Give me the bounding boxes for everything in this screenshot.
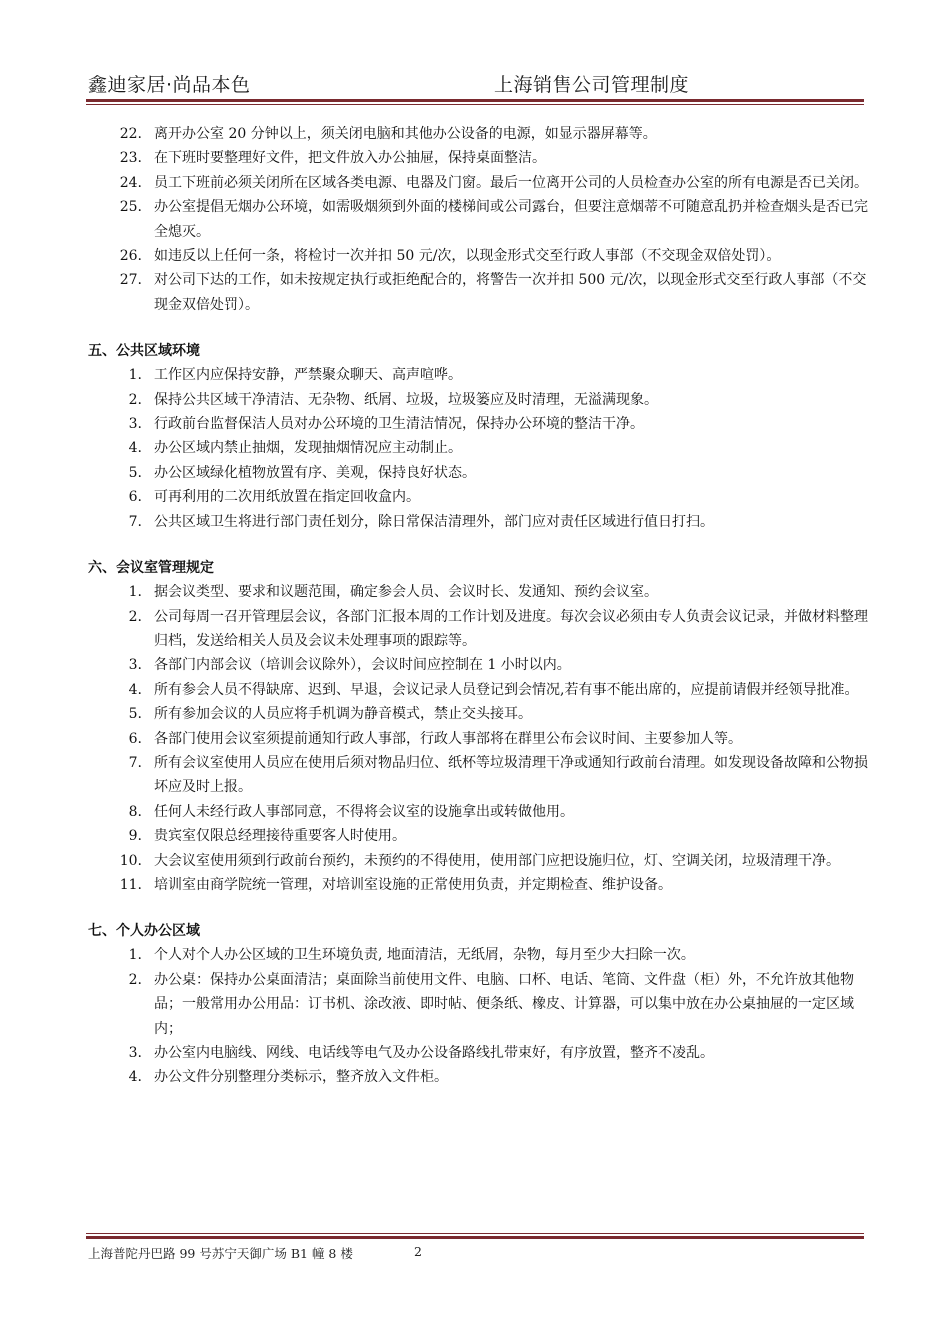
header-rule-thick [86, 99, 864, 102]
list-item: 3. 各部门内部会议（培训会议除外），会议时间应控制在 1 小时以内。 [128, 657, 571, 674]
list-item: 2. 办公桌：保持办公桌面清洁；桌面除当前使用文件、电脑、口杯、电话、笔筒、文件盘（柜）外，不允许放其他物品；一般常用办公用品：订书机、涂改液、即时帖、便条纸、橡皮、计算器，可以集中放在办公桌抽屉的一定区域内； [128, 971, 854, 1037]
list-item: 3. 行政前台监督保洁人员对办公环境的卫生清洁情况，保持办公环境的整洁干净。 [128, 416, 644, 433]
list-item: 8. 任何人未经行政人事部同意，不得将会议室的设施拿出或转做他用。 [128, 803, 574, 820]
list-item: 6. 各部门使用会议室须提前通知行政人事部，行政人事部将在群里公布会议时间、主要参加人等。 [128, 730, 742, 747]
list-item: 3. 办公室内电脑线、网线、电话线等电气及办公设备路线扎带束好，有序放置，整齐不凌乱。 [128, 1045, 714, 1061]
list-item: 4. 办公文件分别整理分类标示，整齐放入文件柜。 [128, 1069, 448, 1086]
section-list [88, 363, 868, 534]
list-item: 23. 在下班时要整理好文件，把文件放入办公抽屉，保持桌面整洁。 [119, 150, 546, 167]
page-footer [88, 1244, 422, 1262]
document-body [88, 122, 868, 1090]
section-title: 七、个人办公区域 [88, 923, 200, 940]
header-rule-thin [86, 104, 864, 105]
list-item: 26. 如违反以上任何一条，将检讨一次并扣 50 元/次，以现金形式交至行政人事部（不交现金双倍处罚）。 [119, 248, 781, 265]
list-item: 10. 大会议室使用须到行政前台预约，未预约的不得使用，使用部门应把设施归位，灯、空调关闭，垃圾清理干净。 [119, 852, 840, 869]
list-item: 5. 所有参加会议的人员应将手机调为静音模式，禁止交头接耳。 [128, 706, 532, 723]
list-item: 11. 培训室由商学院统一管理，对培训室设施的正常使用负责，并定期检查、维护设备。 [119, 876, 672, 893]
list-item: 27. 对公司下达的工作，如未按规定执行或拒绝配合的，将警告一次并扣 500 元/次，以现金形式交至行政人事部（不交现金双倍处罚）。 [119, 272, 867, 313]
list-item: 5. 办公区域绿化植物放置有序、美观，保持良好状态。 [128, 464, 476, 481]
section-title: 五、公共区域环境 [88, 343, 200, 360]
company-name: 鑫迪家居·尚品本色 [88, 74, 251, 96]
list-item: 25. 办公室提倡无烟办公环境，如需吸烟须到外面的楼梯间或公司露台，但要注意烟蒂不可随意乱扔并检查烟头是否已完全熄灭。 [119, 199, 868, 240]
list-item: 1. 据会议类型、要求和议题范围，确定参会人员、会议时长、发通知、预约会议室。 [128, 584, 658, 601]
list-item: 2. 公司每周一召开管理层会议，各部门汇报本周的工作计划及进度。每次会议必须由专人负责会议记录，并做材料整理归档，发送给相关人员及会议未处理事项的跟踪等。 [128, 608, 868, 649]
page-number: 2 [414, 1244, 422, 1259]
section-list [88, 943, 868, 1089]
list-item: 9. 贵宾室仅限总经理接待重要客人时使用。 [128, 828, 406, 845]
document-title: 上海销售公司管理制度 [494, 74, 690, 96]
section-list [88, 580, 868, 897]
page-header [88, 70, 863, 96]
list-item: 24. 员工下班前必须关闭所在区域各类电源、电器及门窗。最后一位离开公司的人员检查办公室的所有电源是否已关闭。 [119, 174, 868, 191]
section-title: 六、会议室管理规定 [88, 560, 214, 577]
list-item: 2. 保持公共区域干净清洁、无杂物、纸屑、垃圾，垃圾篓应及时清理，无溢满现象。 [128, 391, 658, 408]
list-item: 7. 公共区域卫生将进行部门责任划分，除日常保洁清理外，部门应对责任区域进行值日打扫。 [128, 513, 714, 530]
footer-address: 上海普陀丹巴路 99 号苏宁天御广场 B1 幢 8 楼 [88, 1246, 353, 1261]
list-item: 22. 离开办公室 20 分钟以上，须关闭电脑和其他办公设备的电源，如显示器屏幕等。 [119, 126, 657, 142]
footer-rule-thick [86, 1236, 864, 1239]
list-item: 1. 工作区内应保持安静，严禁聚众聊天、高声喧哗。 [128, 367, 462, 384]
list-item: 1. 个人对个人办公区域的卫生环境负责, 地面清洁，无纸屑，杂物，每月至少大扫除一次。 [128, 947, 695, 964]
continued-list [88, 122, 868, 317]
footer-rule-thin [86, 1233, 864, 1234]
list-item: 4. 办公区域内禁止抽烟，发现抽烟情况应主动制止。 [128, 440, 462, 457]
list-item: 6. 可再利用的二次用纸放置在指定回收盒内。 [128, 489, 420, 506]
list-item: 4. 所有参会人员不得缺席、迟到、早退，会议记录人员登记到会情况,若有事不能出席的，应提前请假并经领导批准。 [128, 681, 859, 698]
list-item: 7. 所有会议室使用人员应在使用后须对物品归位、纸杯等垃圾清理干净或通知行政前台清理。如发现设备故障和公物损坏应及时上报。 [128, 754, 868, 796]
